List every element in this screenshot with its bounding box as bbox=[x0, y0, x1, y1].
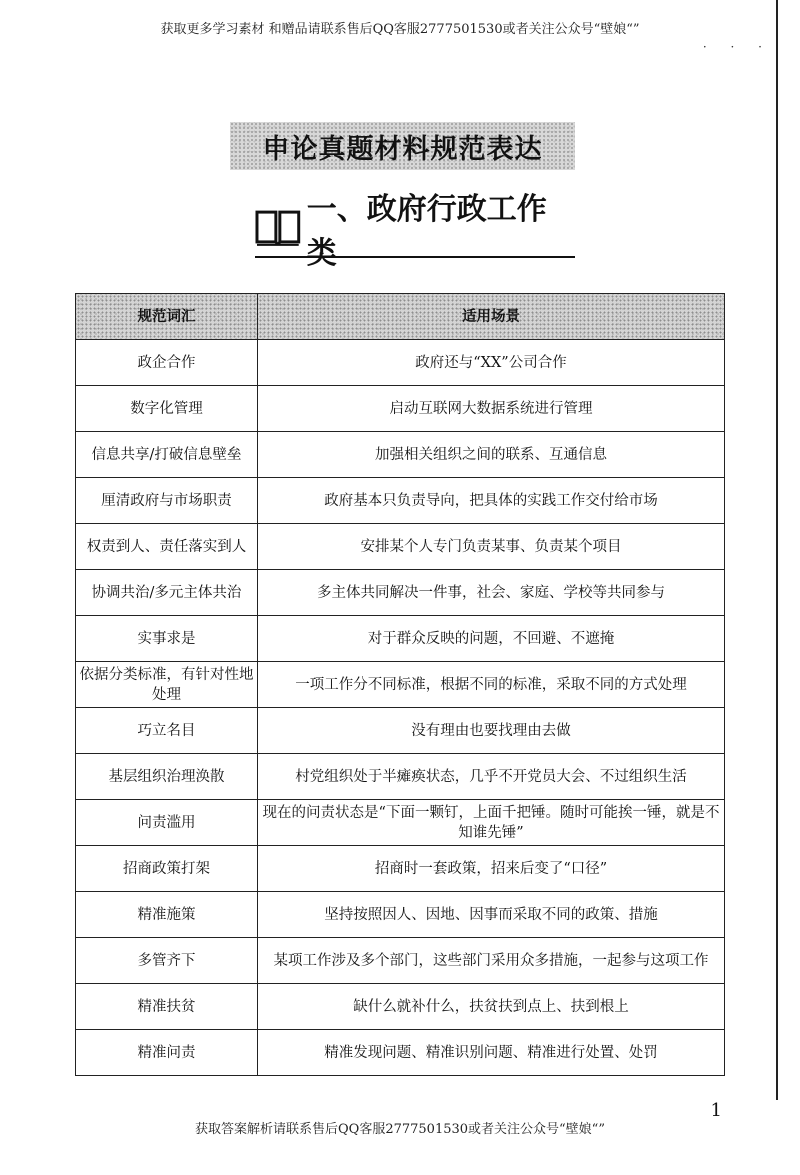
table-row bbox=[76, 662, 725, 708]
table-row bbox=[76, 478, 725, 524]
scene-cell: 现在的问责状态是“下面一颗钉，上面千把锤。随时可能挨一锤，就是不知谁先锤” bbox=[258, 800, 725, 846]
scene-cell: 精准发现问题、精准识别问题、精准进行处置、处罚 bbox=[258, 1030, 725, 1076]
table-row bbox=[76, 938, 725, 984]
footer-note: 获取答案解析请联系售后QQ客服2777501530或者关注公众号“壁娘“” bbox=[195, 1122, 605, 1137]
table-row bbox=[76, 846, 725, 892]
section-title: 一、政府行政工作类 bbox=[306, 192, 547, 271]
header-note: 获取更多学习素材 和赠品请联系售后QQ客服2777501530或者关注公众号“壁娘“” bbox=[160, 22, 640, 37]
term-cell: 数字化管理 bbox=[76, 386, 258, 432]
term-cell: 基层组织治理涣散 bbox=[76, 754, 258, 800]
term-cell: 多管齐下 bbox=[76, 938, 258, 984]
document-title: 申论真题材料规范表达 bbox=[230, 122, 575, 170]
table-header-row bbox=[76, 294, 725, 340]
term-cell: 实事求是 bbox=[76, 616, 258, 662]
table-row bbox=[76, 800, 725, 846]
term-cell: 问责滥用 bbox=[76, 800, 258, 846]
table-row bbox=[76, 1030, 725, 1076]
term-cell: 信息共享/打破信息壁垒 bbox=[76, 432, 258, 478]
term-cell: 精准施策 bbox=[76, 892, 258, 938]
scene-cell: 招商时一套政策，招来后变了“口径” bbox=[258, 846, 725, 892]
scene-cell: 政府还与“XX”公司合作 bbox=[258, 340, 725, 386]
term-cell: 厘清政府与市场职责 bbox=[76, 478, 258, 524]
page-edge-line bbox=[776, 0, 778, 1100]
table-row bbox=[76, 754, 725, 800]
scene-cell: 缺什么就补什么，扶贫扶到点上、扶到根上 bbox=[258, 984, 725, 1030]
scan-specks: · · · bbox=[702, 40, 772, 54]
table-row bbox=[76, 570, 725, 616]
scene-cell: 政府基本只负责导向，把具体的实践工作交付给市场 bbox=[258, 478, 725, 524]
table-row bbox=[76, 616, 725, 662]
term-cell: 巧立名目 bbox=[76, 708, 258, 754]
table-row bbox=[76, 892, 725, 938]
terms-table bbox=[75, 293, 725, 1076]
scene-cell: 对于群众反映的问题，不回避、不遮掩 bbox=[258, 616, 725, 662]
term-cell: 政企合作 bbox=[76, 340, 258, 386]
table-row bbox=[76, 708, 725, 754]
scene-cell: 坚持按照因人、因地、因事而采取不同的政策、措施 bbox=[258, 892, 725, 938]
scene-cell: 某项工作涉及多个部门，这些部门采用众多措施，一起参与这项工作 bbox=[258, 938, 725, 984]
table-row bbox=[76, 984, 725, 1030]
book-icon bbox=[255, 208, 301, 248]
term-cell: 精准扶贫 bbox=[76, 984, 258, 1030]
table-row bbox=[76, 386, 725, 432]
scene-cell: 村党组织处于半瘫痪状态，几乎不开党员大会、不过组织生活 bbox=[258, 754, 725, 800]
table-row bbox=[76, 524, 725, 570]
scene-cell: 加强相关组织之间的联系、互通信息 bbox=[258, 432, 725, 478]
header-scene: 适用场景 bbox=[258, 294, 725, 340]
scene-cell: 没有理由也要找理由去做 bbox=[258, 708, 725, 754]
table-row bbox=[76, 432, 725, 478]
term-cell: 招商政策打架 bbox=[76, 846, 258, 892]
term-cell: 依据分类标准，有针对性地处理 bbox=[76, 662, 258, 708]
term-cell: 协调共治/多元主体共治 bbox=[76, 570, 258, 616]
section-heading bbox=[255, 192, 575, 271]
table-row bbox=[76, 340, 725, 386]
scene-cell: 一项工作分不同标准，根据不同的标准，采取不同的方式处理 bbox=[258, 662, 725, 708]
page-number: 1 bbox=[710, 1100, 722, 1121]
scene-cell: 启动互联网大数据系统进行管理 bbox=[258, 386, 725, 432]
header-term: 规范词汇 bbox=[76, 294, 258, 340]
scene-cell: 安排某个人专门负责某事、负责某个项目 bbox=[258, 524, 725, 570]
term-cell: 精准问责 bbox=[76, 1030, 258, 1076]
scene-cell: 多主体共同解决一件事，社会、家庭、学校等共同参与 bbox=[258, 570, 725, 616]
term-cell: 权责到人、责任落实到人 bbox=[76, 524, 258, 570]
